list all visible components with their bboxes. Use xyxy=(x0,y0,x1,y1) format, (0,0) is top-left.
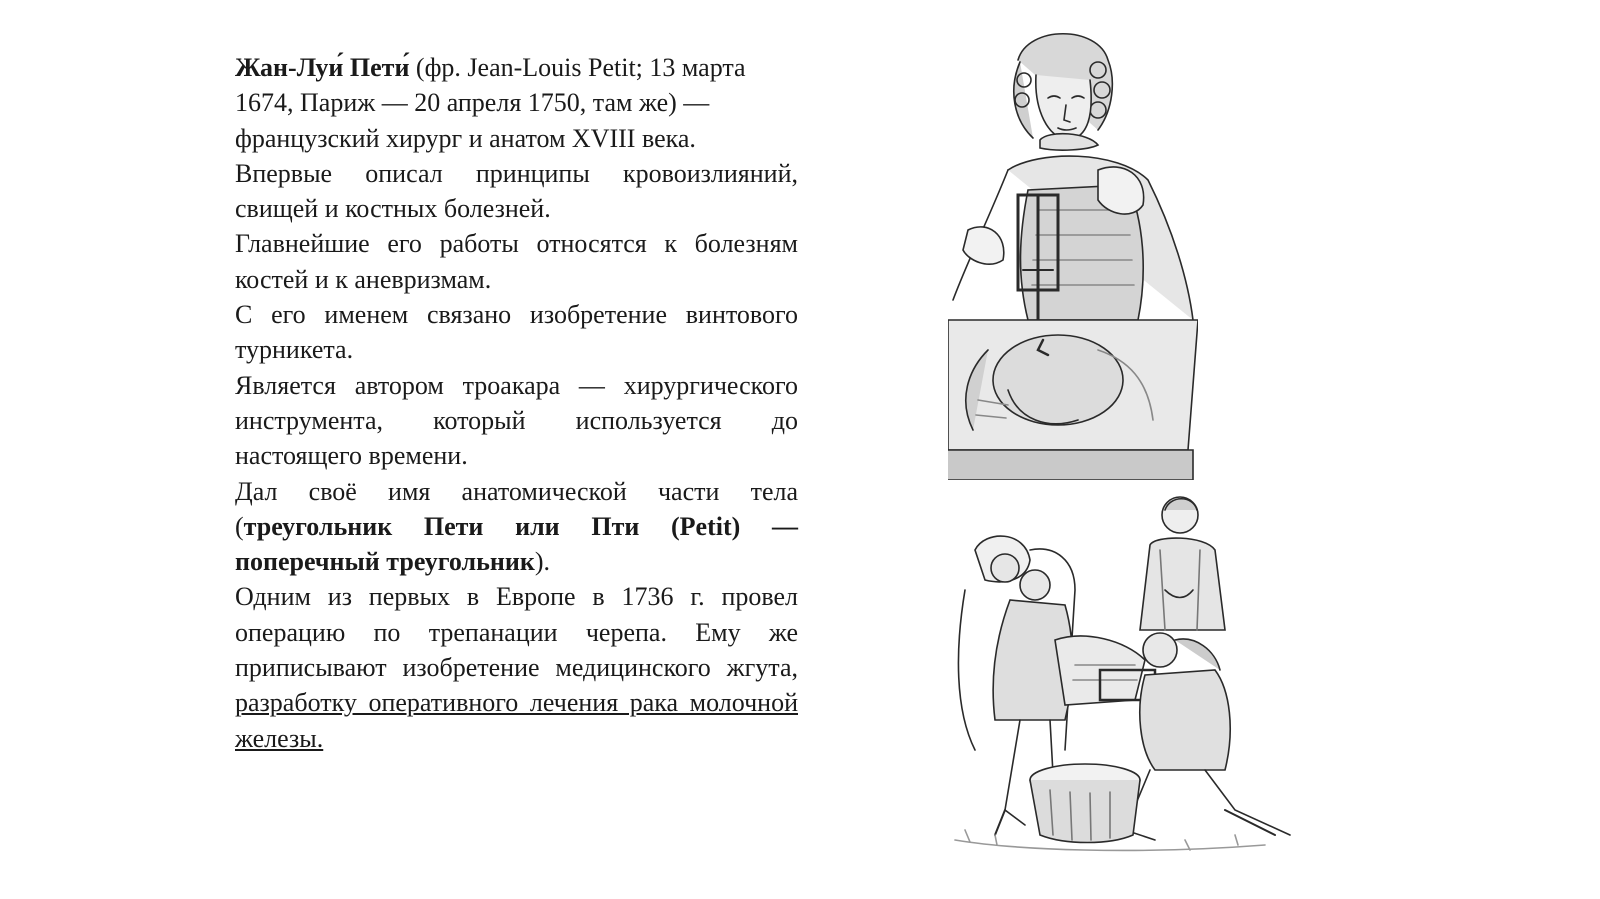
engraving-trepanation-scene xyxy=(935,490,1300,865)
breast-cancer-link[interactable]: разработку оперативного лечения рака молочной железы. xyxy=(235,688,798,753)
engraving-surgeon-with-screw-tourniquet xyxy=(948,20,1198,480)
intro-paragraph xyxy=(235,50,798,156)
paragraph-tourniquet: С его именем связано изобретение винтового турникета. xyxy=(235,300,798,365)
trepanation-text: Одним из первых в Европе в 1736 г. провел операцию по трепанации черепа. Ему же приписывают изобретение медицинского жгута, xyxy=(235,582,798,683)
triangle-before: Дал своё имя анатомической части тела ( xyxy=(235,476,798,541)
triangle-bold: треугольник Пети или Пти (Petit) — поперечный треугольник xyxy=(235,511,798,577)
triangle-after: ). xyxy=(534,547,550,577)
person-name: Жан-Луи́ Пети́ xyxy=(235,53,410,82)
intro-rest: (фр. Jean-Louis Petit; 13 марта 1674, Париж — 20 апреля 1750, там же) — французский хирург и анатом XVIII века. xyxy=(235,53,746,153)
paragraph-trocar: Является автором троакара — хирургического инструмента, который используется до настоящего времени. xyxy=(235,370,798,471)
paragraph-triangle xyxy=(235,474,798,580)
slide-text xyxy=(235,50,798,756)
paragraph-first-described: Впервые описал принципы кровоизлияний, свищей и костных болезней. xyxy=(235,158,798,224)
paragraph-trepanation xyxy=(235,579,798,755)
paragraph-main-works: Главнейшие его работы относятся к болезням костей и к аневризмам. xyxy=(235,229,798,294)
